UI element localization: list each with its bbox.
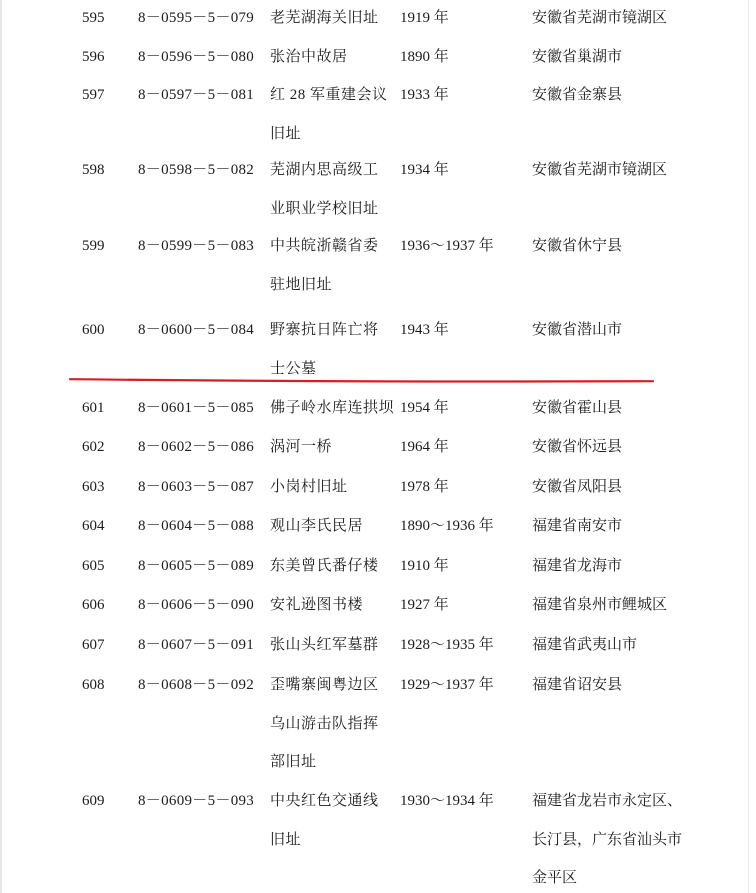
site-name [270, 398, 394, 418]
location [532, 477, 622, 497]
page-edge-left [0, 0, 2, 893]
site-name [270, 791, 379, 850]
row-number: 598 [82, 162, 105, 178]
row-number: 608 [82, 677, 105, 693]
site-name-line: 安礼逊图书楼 [270, 597, 364, 613]
heritage-code: 8－0597－5－081 [138, 87, 255, 103]
site-name-line: 中央红色交通线 [270, 793, 379, 809]
site-name-line: 观山李氏民居 [270, 518, 364, 534]
heritage-code: 8－0606－5－090 [138, 597, 255, 613]
site-name-line: 乌山游击队指挥 [270, 715, 379, 732]
row-number: 606 [82, 597, 105, 613]
row-number: 605 [82, 558, 105, 574]
site-name-line: 佛子岭水库连拱坝 [270, 400, 395, 416]
period: 1928～1935 年 [400, 637, 494, 653]
location [532, 675, 622, 695]
period: 1919 年 [400, 10, 449, 26]
location-line: 福建省泉州市鲤城区 [532, 597, 668, 613]
row-number: 607 [82, 637, 105, 653]
location [532, 47, 622, 67]
heritage-code: 8－0600－5－084 [138, 322, 255, 338]
site-name [270, 236, 379, 295]
heritage-code: 8－0599－5－083 [138, 238, 255, 254]
site-name-line: 红 28 军重建会议 [270, 87, 388, 103]
period: 1964 年 [400, 439, 449, 455]
period: 1933 年 [400, 87, 449, 103]
heritage-code: 8－0602－5－086 [138, 439, 255, 455]
location-line: 安徽省芜湖市镜湖区 [532, 162, 668, 178]
period: 1927 年 [400, 597, 449, 613]
site-name-line: 业职业学校旧址 [270, 200, 379, 217]
site-name [270, 516, 363, 536]
red-underline-stroke [70, 379, 653, 381]
site-name [270, 675, 379, 772]
location-line: 安徽省潜山市 [532, 322, 623, 338]
location-line: 安徽省休宁县 [532, 238, 623, 254]
heritage-code: 8－0608－5－092 [138, 677, 255, 693]
period: 1934 年 [400, 162, 449, 178]
period: 1890 年 [400, 49, 449, 65]
page-edge-right [748, 0, 749, 893]
site-name-line: 歪嘴寨闽粤边区 [270, 677, 379, 693]
period: 1910 年 [400, 558, 449, 574]
heritage-code: 8－0596－5－080 [138, 49, 255, 65]
site-name-line: 东美曾氏番仔楼 [270, 558, 379, 574]
site-name-line: 部旧址 [270, 754, 317, 770]
heritage-code: 8－0605－5－089 [138, 558, 255, 574]
location [532, 556, 622, 576]
site-name-line: 野寨抗日阵亡将 [270, 322, 379, 338]
location [532, 8, 667, 28]
location-line: 金平区 [532, 870, 578, 886]
location-line: 福建省武夷山市 [532, 637, 638, 653]
site-name [270, 556, 379, 576]
site-name-line: 涡河一桥 [270, 439, 333, 455]
location-line: 福建省龙岩市永定区、 [532, 793, 683, 809]
period: 1890～1936 年 [400, 518, 494, 534]
site-name-line: 张山头红军墓群 [270, 637, 379, 653]
period: 1930～1934 年 [400, 793, 494, 809]
heritage-code: 8－0607－5－091 [138, 637, 255, 653]
row-number: 603 [82, 479, 105, 495]
period: 1929～1937 年 [400, 677, 494, 693]
site-name [270, 635, 379, 655]
location [532, 516, 622, 536]
location [532, 398, 622, 418]
site-name [270, 160, 379, 219]
row-number: 602 [82, 439, 105, 455]
location [532, 85, 622, 105]
location-line: 安徽省金寨县 [532, 87, 623, 103]
red-underline [0, 370, 756, 390]
site-name [270, 8, 379, 28]
location-line: 安徽省怀远县 [532, 439, 623, 455]
site-name [270, 477, 348, 497]
heritage-code: 8－0604－5－088 [138, 518, 255, 534]
row-number: 600 [82, 322, 105, 338]
location [532, 437, 622, 457]
row-number: 595 [82, 10, 105, 26]
site-name-line: 旧址 [270, 831, 302, 848]
location [532, 160, 667, 180]
location-line: 安徽省巢湖市 [532, 49, 623, 65]
row-number: 596 [82, 49, 105, 65]
heritage-code: 8－0598－5－082 [138, 162, 255, 178]
location [532, 791, 682, 888]
row-number: 599 [82, 238, 105, 254]
period: 1978 年 [400, 479, 449, 495]
row-number: 604 [82, 518, 105, 534]
site-name-line: 张治中故居 [270, 49, 348, 65]
site-name-line: 小岗村旧址 [270, 479, 348, 495]
period: 1943 年 [400, 322, 449, 338]
location [532, 236, 622, 256]
location-line: 安徽省霍山县 [532, 400, 623, 416]
site-name [270, 47, 348, 67]
heritage-code: 8－0601－5－085 [138, 400, 255, 416]
row-number: 597 [82, 87, 105, 103]
site-name [270, 437, 332, 457]
site-name [270, 595, 363, 615]
location [532, 635, 637, 655]
row-number: 601 [82, 400, 105, 416]
location-line: 安徽省芜湖市镜湖区 [532, 10, 668, 26]
row-number: 609 [82, 793, 105, 809]
heritage-code: 8－0595－5－079 [138, 10, 255, 26]
period: 1954 年 [400, 400, 449, 416]
site-name-line: 旧址 [270, 125, 302, 142]
location-line: 福建省南安市 [532, 518, 623, 534]
location-line: 福建省诏安县 [532, 677, 623, 693]
site-name-line: 驻地旧址 [270, 276, 333, 293]
site-name-line: 士公墓 [270, 360, 317, 377]
location [532, 320, 622, 340]
site-name-line: 中共皖浙赣省委 [270, 238, 379, 254]
site-name-line: 老芜湖海关旧址 [270, 10, 379, 26]
heritage-code: 8－0603－5－087 [138, 479, 255, 495]
location [532, 595, 667, 615]
location-line: 福建省龙海市 [532, 558, 623, 574]
location-line: 长汀县，广东省汕头市 [532, 831, 683, 848]
site-name-line: 芜湖内思高级工 [270, 162, 379, 178]
location-line: 安徽省凤阳县 [532, 479, 623, 495]
period: 1936～1937 年 [400, 238, 494, 254]
heritage-code: 8－0609－5－093 [138, 793, 255, 809]
site-name [270, 85, 388, 144]
